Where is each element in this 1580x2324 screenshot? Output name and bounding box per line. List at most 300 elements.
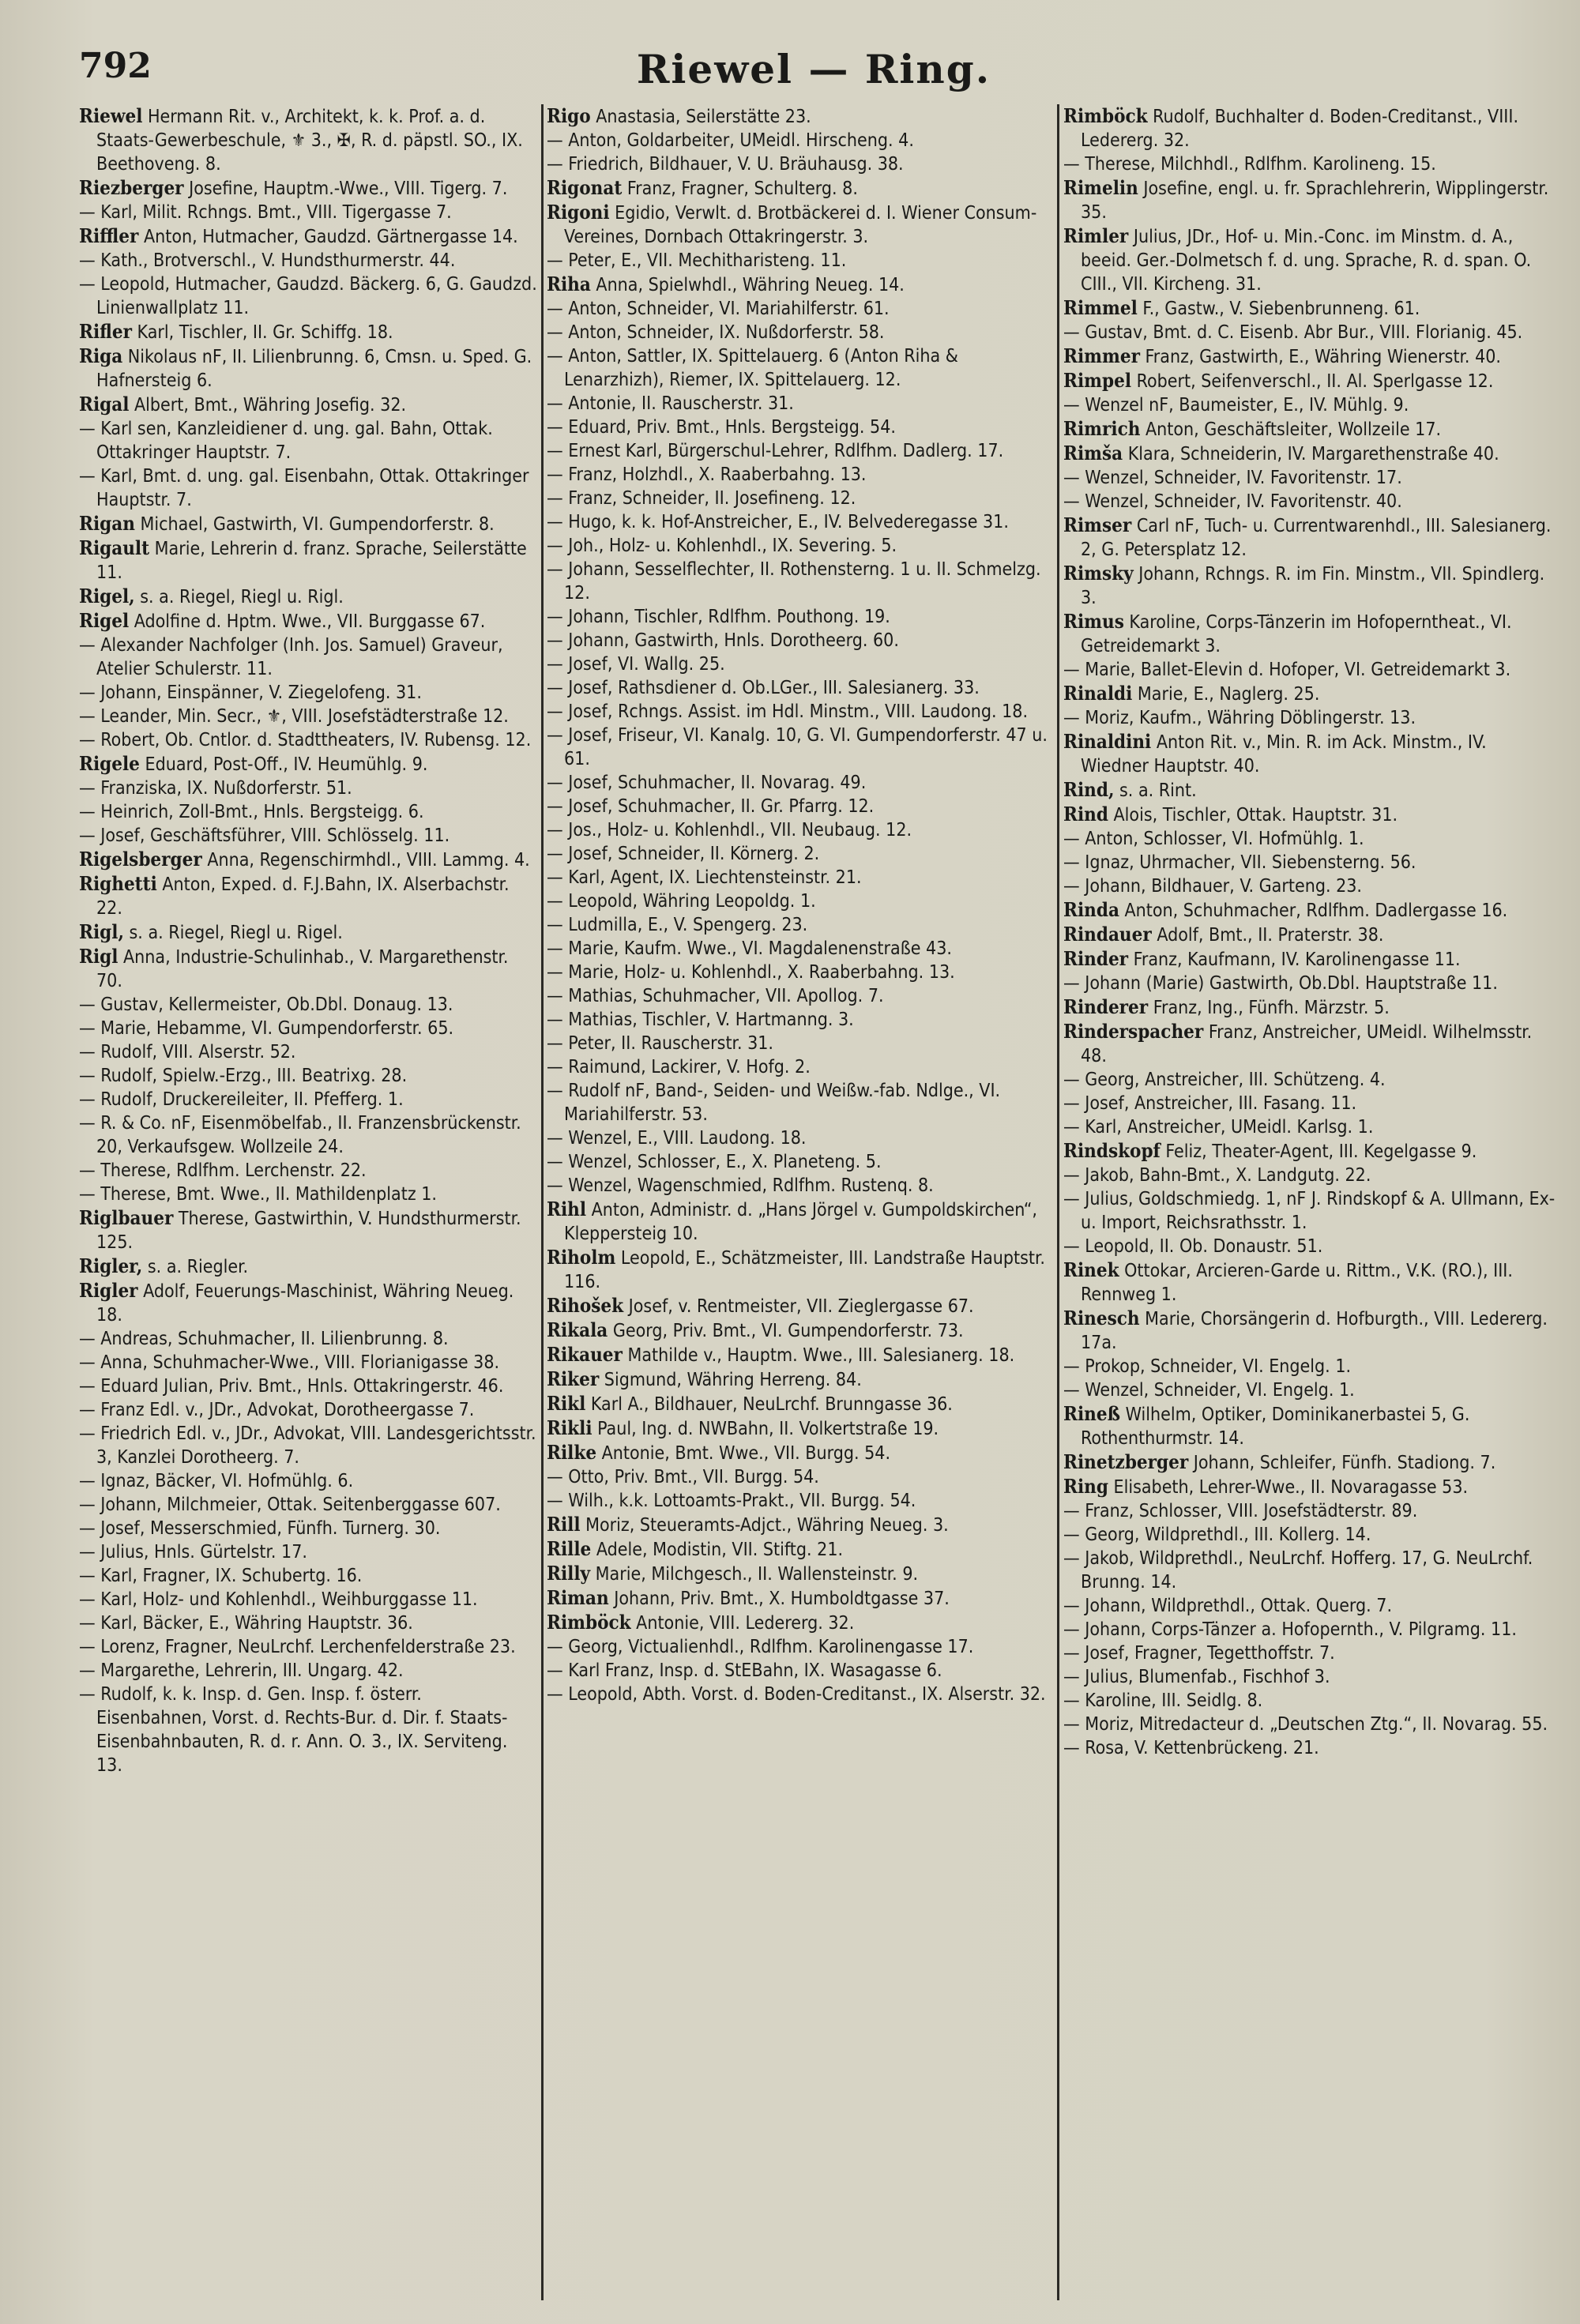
entry-details: Franz, Gastwirth, E., Währing Wienerstr. 40. [1139, 347, 1501, 367]
directory-entry [79, 1683, 537, 1777]
entry-details: — Josef, VI. Wallg. 25. [547, 654, 725, 675]
entry-details: — Johann, Milchmeier, Ottak. Seitenberggasse 607. [79, 1495, 501, 1515]
entry-details: Johann, Rchngs. R. im Fin. Minstm., VII. Spindlerg. 3. [1081, 564, 1545, 608]
entry-surname: Rigonat [547, 176, 623, 199]
directory-entry [79, 1254, 537, 1279]
directory-entry [547, 1683, 1052, 1706]
directory-entry [547, 463, 1052, 487]
entry-details: — Josef, Schuhmacher, II. Novarag. 49. [547, 773, 867, 793]
directory-entry [1063, 1139, 1556, 1164]
directory-entry [547, 201, 1052, 249]
directory-entry [1063, 851, 1556, 874]
entry-details: — Georg, Wildprethdl., III. Kollerg. 14. [1063, 1525, 1371, 1545]
entry-details: s. a. Riegler. [142, 1257, 249, 1277]
directory-entry [79, 872, 537, 920]
entry-details: — Josef, Rathsdiener d. Ob.LGer., III. Salesianerg. 33. [547, 678, 980, 698]
directory-entry [1063, 706, 1556, 730]
entry-surname: Rifler [79, 320, 132, 343]
directory-entry [1063, 176, 1556, 224]
entry-details: — Otto, Priv. Bmt., VII. Burgg. 54. [547, 1467, 819, 1487]
entry-details: Anna, Regenschirmhdl., VIII. Lammg. 4. [201, 850, 530, 871]
entry-surname: Rinek [1063, 1258, 1119, 1281]
entry-details: Franz, Kaufmann, IV. Karolinengasse 11. [1128, 950, 1461, 970]
entry-details: — Johann, Einspänner, V. Ziegelofeng. 31. [79, 683, 422, 703]
directory-entry [1063, 224, 1556, 296]
entry-details: — Anton, Schneider, IX. Nußdorferstr. 58. [547, 322, 885, 343]
entry-surname: Rikl [547, 1392, 586, 1415]
directory-entry [547, 818, 1052, 842]
entry-surname: Riglbauer [79, 1206, 174, 1229]
entry-details: Anton, Exped. d. F.J.Bahn, IX. Alserbachstr. 22. [96, 874, 510, 919]
entry-details: Elisabeth, Lehrer-Wwe., II. Novaragasse 53. [1108, 1477, 1469, 1498]
directory-entry [79, 800, 537, 824]
entry-details: — Gustav, Bmt. d. C. Eisenb. Abr Bur., VIII. Florianig. 45. [1063, 322, 1523, 343]
directory-entry [79, 824, 537, 848]
entry-surname: Rigoni [547, 201, 610, 224]
entry-details: — Joh., Holz- u. Kohlenhdl., IX. Severing. 5. [547, 536, 897, 556]
directory-entry [1063, 417, 1556, 442]
directory-entry [547, 1198, 1052, 1246]
directory-entry [547, 1150, 1052, 1174]
entry-details: — Karl, Milit. Rchngs. Bmt., VIII. Tigergasse 7. [79, 202, 452, 223]
directory-entry [547, 273, 1052, 297]
entry-details: — Rudolf, Druckereileiter, II. Pfefferg. 1. [79, 1089, 404, 1110]
entry-details: — Karl sen, Kanzleidiener d. ung. gal. Bahn, Ottak. Ottakringer Hauptstr. 7. [79, 419, 493, 463]
entry-details: — Leopold, II. Ob. Donaustr. 51. [1063, 1236, 1323, 1257]
entry-details: Carl nF, Tuch- u. Currentwarenhdl., III. Salesianerg. 2, G. Petersplatz 12. [1081, 516, 1552, 560]
entry-details: Therese, Gastwirthin, V. Hundsthurmerstr. 125. [96, 1209, 521, 1253]
directory-entry [1063, 1689, 1556, 1713]
directory-entry [79, 536, 537, 585]
directory-entry [1063, 1187, 1556, 1235]
directory-entry [547, 961, 1052, 984]
entry-surname: Rinderer [1063, 995, 1149, 1018]
entry-surname: Righetti [79, 872, 157, 895]
entry-surname: Rigel, [79, 585, 135, 607]
entry-details: — Wenzel nF, Baumeister, E., IV. Mühlg. 9. [1063, 395, 1409, 416]
entry-surname: Rimböck [1063, 104, 1148, 127]
directory-entry [79, 224, 537, 249]
directory-entry [79, 1493, 537, 1517]
directory-entry [79, 249, 537, 273]
entry-surname: Rille [547, 1537, 592, 1560]
directory-entry [547, 1635, 1052, 1659]
directory-entry [547, 1008, 1052, 1032]
entry-details: Feliz, Theater-Agent, III. Kegelgasse 9. [1160, 1141, 1477, 1162]
directory-entry [1063, 923, 1556, 947]
entry-details: — Anna, Schuhmacher-Wwe., VIII. Florianigasse 38. [79, 1352, 500, 1373]
entry-details: — Josef, Geschäftsführer, VIII. Schlösselg. 11. [79, 825, 450, 846]
directory-entry [547, 104, 1052, 129]
entry-surname: Riga [79, 344, 123, 367]
entry-details: — Johann, Corps-Tänzer a. Hofopernth., V. Pilgramg. 11. [1063, 1619, 1517, 1640]
entry-surname: Rigl, [79, 920, 124, 943]
entry-details: F., Gastw., V. Siebenbrunneng. 61. [1137, 299, 1420, 319]
directory-entry [547, 1392, 1052, 1416]
entry-details: Josefine, engl. u. fr. Sprachlehrerin, Wipplingerstr. 35. [1081, 179, 1549, 223]
directory-entry [1063, 1499, 1556, 1523]
entry-details: — Lorenz, Fragner, NeuLrchf. Lerchenfelderstraße 23. [79, 1637, 516, 1657]
directory-entry [1063, 104, 1556, 152]
entry-details: Georg, Priv. Bmt., VI. Gumpendorferstr. 73. [608, 1321, 964, 1341]
entry-details: — Mathias, Tischler, V. Hartmanng. 3. [547, 1010, 854, 1030]
entry-surname: Rinder [1063, 947, 1129, 970]
directory-entry [79, 1374, 537, 1398]
entry-details: — Peter, E., VII. Mechitharisteng. 11. [547, 250, 847, 271]
entry-details: Antonie, Bmt. Wwe., VII. Burgg. 54. [596, 1443, 891, 1464]
entry-surname: Rind, [1063, 778, 1115, 801]
entry-details: — Wenzel, Wagenschmied, Rdlfhm. Rustenq. 8. [547, 1175, 934, 1196]
directory-entry [79, 1398, 537, 1422]
directory-entry [1063, 1713, 1556, 1736]
entry-details: Anastasia, Seilerstätte 23. [590, 107, 811, 127]
entry-details: — Hugo, k. k. Hof-Anstreicher, E., IV. Belvederegasse 31. [547, 512, 1009, 532]
entry-details: — Marie, Holz- u. Kohlenhdl., X. Raaberbahng. 13. [547, 962, 955, 983]
directory-entry [547, 249, 1052, 273]
directory-entry [79, 634, 537, 681]
entry-details: — Wenzel, Schlosser, E., X. Planeteng. 5. [547, 1152, 882, 1172]
directory-entry [547, 913, 1052, 937]
column-divider [541, 104, 544, 2300]
entry-details: Michael, Gastwirth, VI. Gumpendorferstr. 8. [134, 514, 495, 535]
entry-surname: Rikauer [547, 1343, 623, 1366]
entry-details: — Johann, Sesselflechter, II. Rothensterng. 1 u. II. Schmelzg. 12. [547, 559, 1041, 604]
entry-details: Antonie, VIII. Ledererg. 32. [630, 1613, 855, 1634]
entry-details: — Wenzel, Schneider, VI. Engelg. 1. [1063, 1380, 1355, 1401]
entry-details: Marie, E., Naglerg. 25. [1132, 684, 1320, 705]
directory-entry [1063, 972, 1556, 995]
entry-details: — Karl, Anstreicher, UMeidl. Karlsg. 1. [1063, 1117, 1374, 1138]
entry-surname: Rilly [547, 1562, 591, 1585]
directory-entry [1063, 1378, 1556, 1402]
entry-details: Johann, Priv. Bmt., X. Humboldtgasse 37. [608, 1589, 950, 1609]
entry-details: — Ludmilla, E., V. Spengerg. 23. [547, 915, 808, 935]
entry-details: — Josef, Fragner, Tegetthoffstr. 7. [1063, 1643, 1335, 1664]
entry-details: — Rudolf, VIII. Alserstr. 52. [79, 1042, 296, 1062]
entry-details: Anna, Spielwhdl., Währing Neueg. 14. [590, 275, 905, 295]
entry-details: — Josef, Messerschmied, Fünfh. Turnerg. 30. [79, 1518, 441, 1539]
entry-details: Sigmund, Währing Herreng. 84. [599, 1370, 862, 1390]
entry-surname: Rimus [1063, 610, 1124, 633]
directory-entry [79, 1111, 537, 1159]
entry-details: Anton, Administr. d. „Hans Jörgel v. Gumpoldskirchen“, Kleppersteig 10. [564, 1200, 1037, 1244]
entry-details: Hermann Rit. v., Architekt, k. k. Prof. a. d. Staats-Gewerbeschule, ⚜ 3., ✠, R. d. päpstl. SO., IX. Beethoveng. 8. [96, 107, 523, 175]
directory-entry [79, 1183, 537, 1206]
entry-details: s. a. Rint. [1114, 780, 1197, 801]
entry-surname: Riffler [79, 224, 139, 247]
entry-details: — Antonie, II. Rauscherstr. 31. [547, 393, 794, 414]
directory-entry [1063, 1258, 1556, 1307]
entry-surname: Rinaldini [1063, 730, 1152, 753]
directory-entry [1063, 827, 1556, 851]
entry-details: Julius, JDr., Hof- u. Min.-Conc. im Minstm. d. A., beeid. Ger.-Dolmetsch f. d. ung. Sprache, R. d. span. O. CIII., VII. Kircheng. 31. [1081, 227, 1532, 295]
directory-entry [79, 1611, 537, 1635]
directory-entry [547, 1367, 1052, 1392]
entry-details: — Rudolf nF, Band-, Seiden- und Weißw.-fab. Ndlge., VI. Mariahilferstr. 53. [547, 1081, 1001, 1125]
entry-details: — Gustav, Kellermeister, Ob.Dbl. Donaug. 13. [79, 995, 453, 1015]
entry-details: — Johann, Bildhauer, V. Garteng. 23. [1063, 876, 1362, 897]
entry-details: Robert, Seifenverschl., II. Al. Sperlgasse 12. [1131, 371, 1494, 392]
entry-details: Marie, Milchgesch., II. Wallensteinstr. 9. [590, 1564, 919, 1585]
entry-surname: Rimböck [547, 1611, 631, 1634]
entry-details: Rudolf, Buchhalter d. Boden-Creditanst., VIII. Ledererg. 32. [1081, 107, 1519, 151]
directory-entry [547, 700, 1052, 724]
entry-details: — Karl, Bmt. d. ung. gal. Eisenbahn, Ottak. Ottakringer Hauptstr. 7. [79, 466, 529, 510]
entry-details: — Julius, Goldschmiedg. 1, nF J. Rindskopf & A. Ullmann, Ex- u. Import, Reichsrathsstr. 1. [1063, 1189, 1556, 1233]
entry-details: — Wenzel, Schneider, IV. Favoritenstr. 17. [1063, 468, 1402, 488]
directory-entry [1063, 442, 1556, 466]
directory-entry [547, 510, 1052, 534]
entry-details: — Jakob, Wildprethdl., NeuLrchf. Hofferg. 17, G. NeuLrchf. Brunng. 14. [1063, 1548, 1533, 1593]
entry-details: — Johann, Wildprethdl., Ottak. Querg. 7. [1063, 1596, 1393, 1616]
entry-details: Nikolaus nF, II. Lilienbrunng. 6, Cmsn. u. Sped. G. Hafnersteig 6. [96, 347, 532, 391]
directory-entry [1063, 1618, 1556, 1641]
directory-entry [79, 752, 537, 777]
entry-details: — Raimund, Lackirer, V. Hofg. 2. [547, 1057, 811, 1077]
entry-surname: Rind [1063, 803, 1108, 825]
directory-entry [1063, 730, 1556, 778]
directory-entry [79, 1327, 537, 1351]
page-title: Riewel — Ring. [636, 46, 991, 92]
directory-entry [79, 1206, 537, 1254]
entry-surname: Rigan [79, 512, 135, 535]
directory-entry [547, 1032, 1052, 1055]
directory-entry [79, 104, 537, 176]
directory-entry [79, 1635, 537, 1659]
entry-details: Franz, Anstreicher, UMeidl. Wilhelmsstr. 48. [1081, 1022, 1533, 1066]
entry-surname: Riholm [547, 1246, 616, 1269]
directory-entry [547, 1318, 1052, 1343]
entry-details: — Ernest Karl, Bürgerschul-Lehrer, Rdlfhm. Dadlerg. 17. [547, 441, 1004, 461]
directory-entry [547, 439, 1052, 463]
directory-entry [1063, 947, 1556, 972]
directory-entry [1063, 1475, 1556, 1499]
entry-details: — Josef, Schneider, II. Körnerg. 2. [547, 844, 820, 864]
entry-details: — Prokop, Schneider, VI. Engelg. 1. [1063, 1356, 1352, 1377]
directory-entry [1063, 1523, 1556, 1547]
entry-details: Anton, Geschäftsleiter, Wollzeile 17. [1140, 419, 1442, 440]
entry-details: — Therese, Milchhdl., Rdlfhm. Karolineng. 15. [1063, 154, 1436, 175]
directory-column-1 [79, 104, 537, 2308]
entry-details: Marie, Chorsängerin d. Hofburgth., VIII. Ledererg. 17a. [1081, 1309, 1548, 1353]
entry-details: — Jakob, Bahn-Bmt., X. Landgutg. 22. [1063, 1165, 1371, 1186]
directory-entry [547, 984, 1052, 1008]
entry-details: — Jos., Holz- u. Kohlenhdl., VII. Neubaug. 12. [547, 820, 912, 840]
directory-entry [79, 993, 537, 1017]
directory-entry [547, 487, 1052, 510]
entry-details: — Georg, Anstreicher, III. Schützeng. 4. [1063, 1070, 1386, 1090]
entry-details: — Anton, Schlosser, VI. Hofmühlg. 1. [1063, 829, 1364, 849]
directory-column-2 [547, 104, 1052, 2308]
entry-details: — Georg, Victualienhdl., Rdlfhm. Karolinengasse 17. [547, 1637, 974, 1657]
entry-surname: Rimmer [1063, 344, 1140, 367]
directory-entry [1063, 1736, 1556, 1760]
directory-entry [547, 392, 1052, 416]
directory-entry [79, 1040, 537, 1064]
entry-details: Karoline, Corps-Tänzerin im Hofopernthеat., VI. Getreidemarkt 3. [1081, 612, 1512, 656]
entry-details: — R. & Co. nF, Eisenmöbelfab., II. Franzensbrückenstr. 20, Verkaufsgew. Wollzeile 24. [79, 1113, 521, 1157]
directory-entry [79, 393, 537, 417]
entry-details: — Robert, Ob. Cntlor. d. Stadttheaters, IV. Rubensg. 12. [79, 730, 532, 750]
directory-entry [1063, 344, 1556, 369]
entry-details: — Anton, Schneider, VI. Mariahilferstr. 61. [547, 299, 890, 319]
entry-details: — Franz, Holzhdl., X. Raaberbahng. 13. [547, 464, 867, 485]
directory-entry [1063, 296, 1556, 321]
entry-details: — Johann (Marie) Gastwirth, Ob.Dbl. Hauptstraße 11. [1063, 973, 1498, 994]
directory-entry [547, 1055, 1052, 1079]
directory-entry [1063, 466, 1556, 490]
entry-surname: Rigl [79, 945, 118, 968]
entry-details: — Josef, Friseur, VI. Kanalg. 10, G. VI. Gumpendorferstr. 47 u. 61. [547, 725, 1048, 769]
directory-entry [547, 1562, 1052, 1586]
entry-surname: Rindskopf [1063, 1139, 1161, 1162]
entry-surname: Rindauer [1063, 923, 1152, 946]
directory-entry [547, 889, 1052, 913]
directory-entry [547, 937, 1052, 961]
entry-details: — Marie, Hebamme, VI. Gumpendorferstr. 65. [79, 1018, 454, 1039]
directory-entry [79, 417, 537, 464]
entry-details: Franz, Ing., Fünfh. Märzstr. 5. [1148, 998, 1390, 1018]
entry-details: — Karl, Bäcker, E., Währing Hauptstr. 36. [79, 1613, 413, 1634]
directory-entry [547, 129, 1052, 152]
entry-surname: Rinaldi [1063, 682, 1133, 705]
entry-surname: Rigo [547, 104, 591, 127]
entry-details: — Karl, Holz- und Kohlenhdl., Weihburggasse 11. [79, 1589, 478, 1610]
entry-details: — Julius, Hnls. Gürtelstr. 17. [79, 1542, 307, 1562]
entry-details: — Therese, Rdlfhm. Lerchenstr. 22. [79, 1160, 367, 1181]
entry-details: Adolfine d. Hptm. Wwe., VII. Burggasse 67. [129, 611, 486, 632]
directory-entry [547, 1126, 1052, 1150]
entry-details: — Franz, Schlosser, VIII. Josefstädterstr. 89. [1063, 1501, 1418, 1521]
directory-entry [547, 176, 1052, 201]
directory-entry [1063, 1020, 1556, 1068]
directory-entry [79, 777, 537, 800]
directory-entry [79, 1422, 537, 1469]
column-divider [1057, 104, 1059, 2300]
entry-surname: Rimler [1063, 224, 1129, 247]
directory-entry [547, 724, 1052, 771]
directory-entry [547, 1659, 1052, 1683]
entry-details: — Eduard Julian, Priv. Bmt., Hnls. Ottakringerstr. 46. [79, 1376, 504, 1397]
directory-entry [547, 321, 1052, 344]
entry-surname: Rihl [547, 1198, 587, 1220]
entry-details: Wilhelm, Optiker, Dominikanerbastei 5, G. Rothenthurmstr. 14. [1081, 1405, 1470, 1449]
directory-entry [1063, 1547, 1556, 1594]
directory-column-3 [1063, 104, 1556, 2308]
directory-entry [1063, 1068, 1556, 1092]
directory-entry [79, 1517, 537, 1540]
entry-details: — Karl, Agent, IX. Liechtensteinstr. 21. [547, 867, 862, 888]
directory-entry [1063, 490, 1556, 513]
entry-surname: Rimelin [1063, 176, 1138, 199]
directory-entry [547, 771, 1052, 795]
entry-details: — Therese, Bmt. Wwe., II. Mathildenplatz 1. [79, 1184, 438, 1205]
directory-entry [547, 842, 1052, 866]
entry-surname: Ring [1063, 1475, 1108, 1498]
entry-details: — Moriz, Kaufm., Währing Döblingerstr. 13. [1063, 708, 1416, 728]
directory-entry [79, 1017, 537, 1040]
entry-details: — Marie, Kaufm. Wwe., VI. Magdalenenstraße 43. [547, 938, 952, 959]
directory-entry [79, 320, 537, 344]
directory-entry [79, 176, 537, 201]
entry-details: — Karl Franz, Insp. d. StEBahn, IX. Wasagasse 6. [547, 1660, 942, 1681]
entry-surname: Rill [547, 1513, 581, 1536]
directory-entry [547, 629, 1052, 652]
directory-entry [547, 1343, 1052, 1367]
directory-entry [547, 1513, 1052, 1537]
entry-surname: Rinetzberger [1063, 1450, 1189, 1473]
directory-entry [547, 1537, 1052, 1562]
entry-surname: Rigault [79, 536, 150, 559]
entry-surname: Rigal [79, 393, 130, 416]
directory-entry [1063, 803, 1556, 827]
entry-details: Josefine, Hauptm.-Wwe., VIII. Tigerg. 7. [183, 179, 508, 199]
directory-entry [1063, 393, 1556, 417]
entry-details: — Margarethe, Lehrerin, III. Ungarg. 42. [79, 1660, 404, 1681]
directory-entry [79, 1351, 537, 1374]
directory-entry [79, 609, 537, 634]
entry-details: — Alexander Nachfolger (Inh. Jos. Samuel) Graveur, Atelier Schulerstr. 11. [79, 635, 503, 679]
entry-surname: Rimša [1063, 442, 1123, 464]
directory-entry [1063, 1164, 1556, 1187]
entry-details: Adele, Modistin, VII. Stiftg. 21. [591, 1540, 844, 1560]
entry-details: — Ignaz, Bäcker, VI. Hofmühlg. 6. [79, 1471, 354, 1491]
entry-details: — Ignaz, Uhrmacher, VII. Siebensterng. 56. [1063, 852, 1416, 873]
directory-entry [1063, 1594, 1556, 1618]
entry-details: — Josef, Schuhmacher, II. Gr. Pfarrg. 12. [547, 796, 875, 817]
entry-surname: Rigler, [79, 1254, 143, 1277]
entry-details: Adolf, Feuerungs-Maschinist, Währing Neueg. 18. [96, 1281, 514, 1326]
directory-entry [1063, 874, 1556, 898]
directory-entry [547, 1441, 1052, 1465]
entry-surname: Riewel [79, 104, 143, 127]
directory-entry [79, 705, 537, 728]
entry-details: — Johann, Gastwirth, Hnls. Dorotheerg. 60. [547, 630, 899, 651]
entry-details: — Heinrich, Zoll-Bmt., Hnls. Bergsteigg. 6. [79, 802, 424, 822]
entry-details: — Leopold, Währing Leopoldg. 1. [547, 891, 816, 912]
entry-details: — Karl, Fragner, IX. Schubertg. 16. [79, 1566, 363, 1586]
entry-details: — Josef, Rchngs. Assist. im Hdl. Minstm., VIII. Laudong. 18. [547, 701, 1029, 722]
entry-surname: Rimrich [1063, 417, 1141, 440]
directory-entry [547, 344, 1052, 392]
directory-entry [1063, 1665, 1556, 1689]
entry-surname: Riezberger [79, 176, 184, 199]
entry-details: Karl, Tischler, II. Gr. Schiffg. 18. [131, 322, 393, 343]
entry-details: — Johann, Tischler, Rdlfhm. Pouthong. 19. [547, 607, 890, 627]
page-number: 792 [79, 46, 152, 86]
entry-details: — Leander, Min. Secr., ⚜, VIII. Josefstädterstraße 12. [79, 706, 509, 727]
entry-details: — Leopold, Hutmacher, Gaudzd. Bäckerg. 6, G. Gaudzd. Linienwallplatz 11. [79, 274, 537, 318]
entry-details: Anna, Industrie-Schulinhab., V. Margarethenstr. 70. [96, 947, 509, 991]
directory-entry [1063, 1450, 1556, 1475]
entry-details: Marie, Lehrerin d. franz. Sprache, Seilerstätte 11. [96, 539, 527, 583]
entry-details: Egidio, Verwlt. d. Brotbäckerei d. I. Wiener Consum-Vereines, Dornbach Ottakringerstr. 3. [564, 203, 1037, 247]
entry-details: — Rosa, V. Kettenbrückeng. 21. [1063, 1738, 1319, 1758]
directory-entry [547, 152, 1052, 176]
entry-details: Klara, Schneiderin, IV. Margarethenstraße 40. [1123, 444, 1499, 464]
entry-details: — Peter, II. Rauscherstr. 31. [547, 1033, 773, 1054]
entry-details: — Andreas, Schuhmacher, II. Lilienbrunng. 8. [79, 1329, 449, 1349]
entry-details: — Marie, Ballet-Elevin d. Hofoper, VI. Getreidemarkt 3. [1063, 660, 1511, 680]
entry-details: Alois, Tischler, Ottak. Hauptstr. 31. [1108, 805, 1398, 825]
entry-surname: Rimsky [1063, 562, 1134, 585]
entry-details: Leopold, E., Schätzmeister, III. Landstraße Hauptstr. 116. [564, 1248, 1045, 1292]
entry-surname: Rimmel [1063, 296, 1138, 319]
entry-details: — Josef, Anstreicher, III. Fasang. 11. [1063, 1093, 1357, 1114]
directory-entry [1063, 152, 1556, 176]
entry-details: — Moriz, Mitredacteur d. „Deutschen Ztg.“, II. Novarag. 55. [1063, 1714, 1548, 1735]
entry-details: — Karoline, III. Seidlg. 8. [1063, 1690, 1263, 1711]
